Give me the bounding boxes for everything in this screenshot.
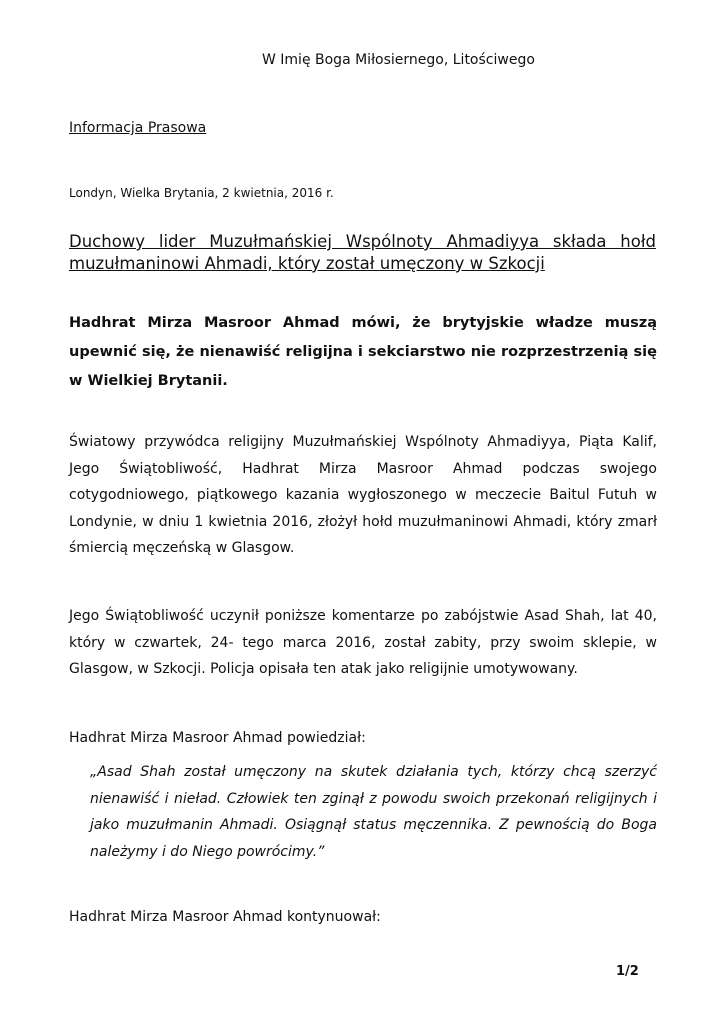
quotation: „Asad Shah został umęczony na skutek działania tych, którzy chcą szerzyć nienawiść i nieład. Człowiek ten zginął z powodu swoich przekonań religijnych i jako muzułmanin Ahmadi. Osiągnął status męczennika. Z pewnością do Boga należymy i do Niego powrócimy.”: [90, 764, 657, 860]
continuation-line: Hadhrat Mirza Masroor Ahmad kontynuował:: [69, 909, 381, 925]
invocation-line: W Imię Boga Miłosiernego, Litościwego: [262, 52, 535, 68]
body-paragraph: Jego Świątobliwość uczynił poniższe komentarze po zabójstwie Asad Shah, lat 40, który w czwartek, 24- tego marca 2016, został zabity, przy swoim sklepie, w Glasgow, w Szkocji. Policja opisała ten atak jako religijnie umotywowany.: [69, 608, 657, 677]
quote-intro: Hadhrat Mirza Masroor Ahmad powiedział:: [69, 730, 366, 746]
body-paragraph: Światowy przywódca religijny Muzułmańskiej Wspólnoty Ahmadiyya, Piąta Kalif, Jego Świątobliwość, Hadhrat Mirza Masroor Ahmad podczas swojego cotygodniowego, piątkowego kazania wygłoszonego w meczecie Baitul Futuh w Londynie, w dniu 1 kwietnia 2016, złożył hołd muzułmaninowi Ahmadi, który zmarł śmiercią męczeńską w Glasgow.: [69, 434, 657, 556]
page-number: 1/2: [616, 964, 639, 979]
press-release-headline: Duchowy lider Muzułmańskiej Wspólnoty Ahmadiyya składa hołd muzułmaninowi Ahmadi, który został umęczony w Szkocji: [69, 232, 656, 273]
section-label: Informacja Prasowa: [69, 120, 207, 136]
lead-paragraph: Hadhrat Mirza Masroor Ahmad mówi, że brytyjskie władze muszą upewnić się, że nienawiść religijna i sekciarstwo nie rozprzestrzenią się w Wielkiej Brytanii.: [69, 315, 657, 389]
dateline: Londyn, Wielka Brytania, 2 kwietnia, 2016 r.: [69, 186, 334, 200]
